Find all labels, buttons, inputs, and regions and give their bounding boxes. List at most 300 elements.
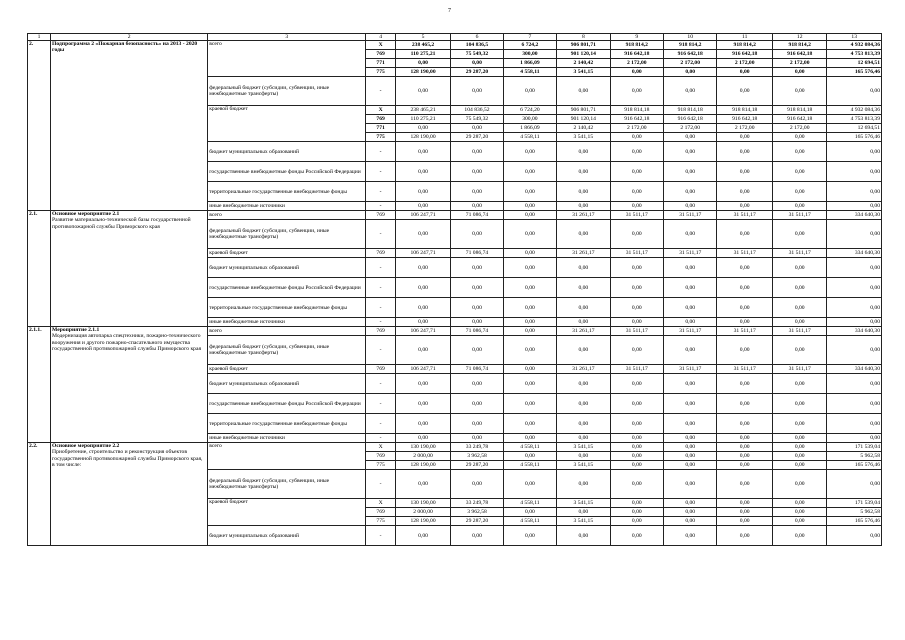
value-cell: 0,00 xyxy=(664,133,717,142)
value-cell: 0,00 xyxy=(610,508,663,517)
value-cell: 0,00 xyxy=(827,414,882,434)
value-cell: 0,00 xyxy=(772,461,826,470)
section-number: 2. xyxy=(28,41,51,211)
value-cell: 130 190,00 xyxy=(395,443,451,452)
value-cell: 0,00 xyxy=(451,202,503,211)
value-cell: 4 932 084,36 xyxy=(827,41,882,50)
value-cell: 0,00 xyxy=(664,202,717,211)
value-cell: 334 640,30 xyxy=(827,365,882,374)
code-cell: - xyxy=(366,394,395,414)
value-cell: 75 549,32 xyxy=(451,115,503,124)
value-cell: 0,00 xyxy=(717,414,773,434)
code-cell: - xyxy=(366,470,395,499)
value-cell: 0,00 xyxy=(610,77,663,106)
column-number-4: 4 xyxy=(366,34,395,41)
value-cell: 0,00 xyxy=(451,336,503,365)
column-number-12: 12 xyxy=(772,34,826,41)
value-cell: 0,00 xyxy=(610,499,663,508)
code-cell: 775 xyxy=(366,461,395,470)
value-cell: 0,00 xyxy=(664,298,717,318)
value-cell: 0,00 xyxy=(717,220,773,249)
value-cell: 0,00 xyxy=(827,298,882,318)
code-cell: 769 xyxy=(366,327,395,336)
value-cell: 0,00 xyxy=(451,318,503,327)
code-cell: 769 xyxy=(366,115,395,124)
funding-source: краевой бюджет xyxy=(208,365,366,374)
value-cell: 31 511,17 xyxy=(664,327,717,336)
value-cell: 0,00 xyxy=(451,142,503,162)
value-cell: 2 172,00 xyxy=(664,124,717,133)
value-cell: 918 814,2 xyxy=(664,41,717,50)
value-cell: 0,00 xyxy=(395,414,451,434)
value-cell: 0,00 xyxy=(772,77,826,106)
value-cell: 0,00 xyxy=(827,278,882,298)
value-cell: 0,00 xyxy=(772,202,826,211)
value-cell: 0,00 xyxy=(772,434,826,443)
value-cell: 0,00 xyxy=(395,298,451,318)
code-cell: 775 xyxy=(366,133,395,142)
funding-source: иные внебюджетные источники xyxy=(208,202,366,211)
value-cell: 2 140,42 xyxy=(557,59,610,68)
budget-table xyxy=(27,33,882,546)
page-number: 7 xyxy=(448,8,451,14)
value-cell: 0,00 xyxy=(557,394,610,414)
column-number-3: 3 xyxy=(208,34,366,41)
value-cell: 0,00 xyxy=(610,182,663,202)
value-cell: 0,00 xyxy=(827,374,882,394)
value-cell: 0,00 xyxy=(395,142,451,162)
value-cell: 0,00 xyxy=(503,258,556,278)
code-cell: 769 xyxy=(366,50,395,59)
value-cell: 130 190,00 xyxy=(395,499,451,508)
value-cell: 0,00 xyxy=(717,162,773,182)
value-cell: 31 511,17 xyxy=(610,211,663,220)
value-cell: 0,00 xyxy=(717,68,773,77)
value-cell: 75 549,32 xyxy=(451,50,503,59)
value-cell: 165 576,46 xyxy=(827,68,882,77)
value-cell: 0,00 xyxy=(717,461,773,470)
section-title-heading: Основное мероприятие 2.1 xyxy=(52,211,120,218)
value-cell: 0,00 xyxy=(772,470,826,499)
value-cell: 0,00 xyxy=(557,318,610,327)
funding-source: государственные внебюджетные фонды Российской Федерации xyxy=(208,162,366,182)
section-title xyxy=(51,211,208,327)
value-cell: 300,00 xyxy=(503,50,556,59)
funding-source: иные внебюджетные источники xyxy=(208,318,366,327)
column-number-1: 1 xyxy=(28,34,51,41)
value-cell: 0,00 xyxy=(451,124,503,133)
value-cell: 0,00 xyxy=(610,68,663,77)
value-cell: 238 465,21 xyxy=(395,106,451,115)
value-cell: 3 962,58 xyxy=(451,452,503,461)
value-cell: 110 275,21 xyxy=(395,50,451,59)
code-cell: 771 xyxy=(366,124,395,133)
code-cell: 771 xyxy=(366,59,395,68)
value-cell: 0,00 xyxy=(451,434,503,443)
column-number-9: 9 xyxy=(610,34,663,41)
code-cell: - xyxy=(366,182,395,202)
value-cell: 0,00 xyxy=(451,258,503,278)
value-cell: 0,00 xyxy=(610,298,663,318)
value-cell: 1 866,09 xyxy=(503,124,556,133)
value-cell: 31 261,17 xyxy=(557,365,610,374)
value-cell: 0,00 xyxy=(610,202,663,211)
value-cell: 31 511,17 xyxy=(717,327,773,336)
value-cell: 0,00 xyxy=(717,470,773,499)
value-cell: 0,00 xyxy=(395,278,451,298)
funding-source: иные внебюджетные источники xyxy=(208,434,366,443)
funding-source: территориальные государственные внебюджетные фонды xyxy=(208,298,366,318)
value-cell: 2 172,00 xyxy=(610,124,663,133)
value-cell: 0,00 xyxy=(557,470,610,499)
value-cell: 0,00 xyxy=(772,517,826,526)
value-cell: 0,00 xyxy=(503,298,556,318)
funding-source: краевой бюджет xyxy=(208,249,366,258)
value-cell: 0,00 xyxy=(503,470,556,499)
funding-source: федеральный бюджет (субсидии, субвенции, иные межбюджетные трансферты) xyxy=(208,220,366,249)
table-row xyxy=(28,327,882,336)
value-cell: 0,00 xyxy=(664,470,717,499)
column-number-5: 5 xyxy=(395,34,451,41)
value-cell: 916 642,18 xyxy=(717,115,773,124)
value-cell: 0,00 xyxy=(503,434,556,443)
value-cell: 4 558,11 xyxy=(503,68,556,77)
value-cell: 0,00 xyxy=(610,434,663,443)
value-cell: 0,00 xyxy=(557,142,610,162)
value-cell: 0,00 xyxy=(395,336,451,365)
value-cell: 0,00 xyxy=(395,434,451,443)
value-cell: 31 511,17 xyxy=(717,249,773,258)
value-cell: 29 287,20 xyxy=(451,133,503,142)
value-cell: 3 541,15 xyxy=(557,133,610,142)
value-cell: 31 511,17 xyxy=(772,249,826,258)
value-cell: 0,00 xyxy=(503,526,556,546)
value-cell: 71 086,74 xyxy=(451,327,503,336)
funding-source: бюджет муниципальных образований xyxy=(208,142,366,162)
section-title-description: Развитие материально-технической базы государственной противопожарной службы Приморского края xyxy=(52,217,191,230)
value-cell: 0,00 xyxy=(503,142,556,162)
value-cell: 6 724,2 xyxy=(503,41,556,50)
value-cell: 918 814,18 xyxy=(717,106,773,115)
value-cell: 0,00 xyxy=(503,77,556,106)
value-cell: 0,00 xyxy=(395,162,451,182)
value-cell: 0,00 xyxy=(827,394,882,414)
value-cell: 0,00 xyxy=(610,278,663,298)
value-cell: 0,00 xyxy=(503,318,556,327)
code-cell: - xyxy=(366,298,395,318)
value-cell: 2 172,00 xyxy=(717,124,773,133)
funding-source: краевой бюджет xyxy=(208,499,366,526)
value-cell: 31 511,17 xyxy=(664,249,717,258)
value-cell: 2 172,00 xyxy=(717,59,773,68)
value-cell: 0,00 xyxy=(827,434,882,443)
value-cell: 0,00 xyxy=(772,526,826,546)
funding-source: федеральный бюджет (субсидии, субвенции, иные межбюджетные трансферты) xyxy=(208,336,366,365)
value-cell: 0,00 xyxy=(772,374,826,394)
value-cell: 0,00 xyxy=(827,318,882,327)
value-cell: 0,00 xyxy=(664,182,717,202)
value-cell: 0,00 xyxy=(451,182,503,202)
code-cell: 769 xyxy=(366,452,395,461)
value-cell: 0,00 xyxy=(827,470,882,499)
value-cell: 0,00 xyxy=(610,336,663,365)
value-cell: 110 275,21 xyxy=(395,115,451,124)
funding-source: федеральный бюджет (субсидии, субвенции, иные межбюджетные трансферты) xyxy=(208,470,366,499)
value-cell: 0,00 xyxy=(395,258,451,278)
value-cell: 0,00 xyxy=(664,220,717,249)
value-cell: 4 558,11 xyxy=(503,517,556,526)
funding-source: всего xyxy=(208,41,366,77)
value-cell: 0,00 xyxy=(664,526,717,546)
value-cell: 0,00 xyxy=(557,298,610,318)
value-cell: 31 511,17 xyxy=(664,211,717,220)
value-cell: 0,00 xyxy=(610,374,663,394)
value-cell: 0,00 xyxy=(772,336,826,365)
value-cell: 31 511,17 xyxy=(664,365,717,374)
value-cell: 0,00 xyxy=(827,142,882,162)
funding-source: федеральный бюджет (субсидии, субвенции, иные межбюджетные трансферты) xyxy=(208,77,366,106)
value-cell: 12 694,51 xyxy=(827,124,882,133)
value-cell: 29 287,20 xyxy=(451,517,503,526)
value-cell: 0,00 xyxy=(717,336,773,365)
value-cell: 165 576,46 xyxy=(827,461,882,470)
value-cell: 0,00 xyxy=(772,443,826,452)
value-cell: 918 814,2 xyxy=(772,41,826,50)
value-cell: 0,00 xyxy=(557,258,610,278)
value-cell: 31 261,17 xyxy=(557,249,610,258)
value-cell: 2 172,00 xyxy=(772,124,826,133)
section-title-description: Приобретение, строительство и реконструкция объектов государственной противопожарной службы Приморского края, в том числе: xyxy=(52,449,203,468)
table-body xyxy=(28,34,882,546)
value-cell: 2 172,00 xyxy=(664,59,717,68)
value-cell: 0,00 xyxy=(717,298,773,318)
value-cell: 0,00 xyxy=(717,318,773,327)
value-cell: 0,00 xyxy=(503,336,556,365)
value-cell: 0,00 xyxy=(395,374,451,394)
value-cell: 0,00 xyxy=(503,374,556,394)
value-cell: 916 642,18 xyxy=(610,115,663,124)
column-number-6: 6 xyxy=(451,34,503,41)
value-cell: 0,00 xyxy=(503,327,556,336)
value-cell: 31 261,17 xyxy=(557,327,610,336)
column-number-2: 2 xyxy=(51,34,208,41)
value-cell: 0,00 xyxy=(503,202,556,211)
value-cell: 918 814,18 xyxy=(610,106,663,115)
value-cell: 0,00 xyxy=(503,182,556,202)
value-cell: 71 086,74 xyxy=(451,249,503,258)
value-cell: 916 642,18 xyxy=(664,115,717,124)
value-cell: 128 190,00 xyxy=(395,461,451,470)
value-cell: 0,00 xyxy=(557,508,610,517)
value-cell: 2 000,00 xyxy=(395,508,451,517)
value-cell: 0,00 xyxy=(503,162,556,182)
value-cell: 0,00 xyxy=(395,77,451,106)
code-cell: 769 xyxy=(366,508,395,517)
value-cell: 31 511,17 xyxy=(717,211,773,220)
value-cell: 0,00 xyxy=(395,59,451,68)
value-cell: 0,00 xyxy=(451,414,503,434)
value-cell: 0,00 xyxy=(610,258,663,278)
value-cell: 29 287,20 xyxy=(451,461,503,470)
value-cell: 901 120,14 xyxy=(557,50,610,59)
value-cell: 916 642,18 xyxy=(610,50,663,59)
value-cell: 0,00 xyxy=(664,162,717,182)
value-cell: 0,00 xyxy=(395,202,451,211)
value-cell: 0,00 xyxy=(772,508,826,517)
value-cell: 0,00 xyxy=(395,526,451,546)
value-cell: 31 511,17 xyxy=(610,249,663,258)
value-cell: 0,00 xyxy=(503,220,556,249)
value-cell: 0,00 xyxy=(395,124,451,133)
section-title: Подпрограмма 2 «Пожарная безопасность» на 2013 - 2020 годы xyxy=(51,41,208,211)
value-cell: 3 541,15 xyxy=(557,499,610,508)
value-cell: 106 247,71 xyxy=(395,327,451,336)
value-cell: 0,00 xyxy=(451,77,503,106)
value-cell: 71 086,74 xyxy=(451,211,503,220)
table-row xyxy=(28,41,882,50)
value-cell: 0,00 xyxy=(451,470,503,499)
value-cell: 0,00 xyxy=(451,220,503,249)
value-cell: 0,00 xyxy=(557,434,610,443)
value-cell: 0,00 xyxy=(664,508,717,517)
value-cell: 1 866,09 xyxy=(503,59,556,68)
value-cell: 0,00 xyxy=(610,452,663,461)
funding-source: бюджет муниципальных образований xyxy=(208,526,366,546)
value-cell: 0,00 xyxy=(772,182,826,202)
value-cell: 0,00 xyxy=(610,461,663,470)
value-cell: 0,00 xyxy=(610,470,663,499)
value-cell: 5 962,58 xyxy=(827,452,882,461)
funding-source: бюджет муниципальных образований xyxy=(208,374,366,394)
value-cell: 0,00 xyxy=(717,278,773,298)
value-cell: 0,00 xyxy=(664,318,717,327)
value-cell: 31 511,17 xyxy=(717,365,773,374)
value-cell: 165 576,46 xyxy=(827,517,882,526)
column-number-11: 11 xyxy=(717,34,773,41)
value-cell: 0,00 xyxy=(664,336,717,365)
value-cell: 0,00 xyxy=(772,452,826,461)
value-cell: 0,00 xyxy=(451,298,503,318)
value-cell: 0,00 xyxy=(827,220,882,249)
value-cell: 31 511,17 xyxy=(772,211,826,220)
value-cell: 334 640,30 xyxy=(827,249,882,258)
value-cell: 0,00 xyxy=(610,526,663,546)
value-cell: 0,00 xyxy=(610,162,663,182)
value-cell: 165 576,46 xyxy=(827,133,882,142)
value-cell: 0,00 xyxy=(503,452,556,461)
section-title-heading: Мероприятие 2.1.1 xyxy=(52,327,100,334)
funding-source: бюджет муниципальных образований xyxy=(208,258,366,278)
value-cell: 31 261,17 xyxy=(557,211,610,220)
value-cell: 0,00 xyxy=(772,394,826,414)
value-cell: 171 539,04 xyxy=(827,499,882,508)
column-number-row xyxy=(28,34,882,41)
value-cell: 12 694,51 xyxy=(827,59,882,68)
value-cell: 4 558,11 xyxy=(503,499,556,508)
value-cell: 2 000,00 xyxy=(395,452,451,461)
code-cell: - xyxy=(366,142,395,162)
value-cell: 4 753 813,39 xyxy=(827,115,882,124)
value-cell: 31 511,17 xyxy=(772,365,826,374)
code-cell: - xyxy=(366,278,395,298)
value-cell: 33 249,78 xyxy=(451,499,503,508)
value-cell: 106 247,71 xyxy=(395,365,451,374)
value-cell: 0,00 xyxy=(451,374,503,394)
funding-source: государственные внебюджетные фонды Российской Федерации xyxy=(208,278,366,298)
value-cell: 0,00 xyxy=(717,133,773,142)
value-cell: 4 753 813,39 xyxy=(827,50,882,59)
value-cell: 104 836,52 xyxy=(451,106,503,115)
value-cell: 0,00 xyxy=(664,77,717,106)
value-cell: 0,00 xyxy=(557,452,610,461)
value-cell: 0,00 xyxy=(827,77,882,106)
value-cell: 334 640,30 xyxy=(827,327,882,336)
funding-source: территориальные государственные внебюджетные фонды xyxy=(208,414,366,434)
value-cell: 3 541,15 xyxy=(557,517,610,526)
value-cell: 128 190,00 xyxy=(395,517,451,526)
value-cell: 4 558,11 xyxy=(503,461,556,470)
value-cell: 0,00 xyxy=(717,434,773,443)
value-cell: 0,00 xyxy=(557,278,610,298)
value-cell: 4 932 084,36 xyxy=(827,106,882,115)
value-cell: 0,00 xyxy=(772,133,826,142)
section-title-heading: Основное мероприятие 2.2 xyxy=(52,443,120,450)
value-cell: 0,00 xyxy=(717,77,773,106)
funding-source: краевой бюджет xyxy=(208,106,366,142)
value-cell: 918 814,18 xyxy=(772,106,826,115)
table-row xyxy=(28,211,882,220)
code-cell: - xyxy=(366,77,395,106)
value-cell: 0,00 xyxy=(503,414,556,434)
value-cell: 0,00 xyxy=(717,499,773,508)
value-cell: 238 465,2 xyxy=(395,41,451,50)
value-cell: 0,00 xyxy=(664,461,717,470)
value-cell: 104 836,5 xyxy=(451,41,503,50)
value-cell: 0,00 xyxy=(772,414,826,434)
value-cell: 0,00 xyxy=(503,278,556,298)
value-cell: 0,00 xyxy=(451,278,503,298)
value-cell: 0,00 xyxy=(717,517,773,526)
code-cell: - xyxy=(366,526,395,546)
value-cell: 906 801,71 xyxy=(557,106,610,115)
value-cell: 128 190,00 xyxy=(395,68,451,77)
value-cell: 0,00 xyxy=(451,59,503,68)
value-cell: 916 642,18 xyxy=(772,50,826,59)
value-cell: 2 140,42 xyxy=(557,124,610,133)
funding-source: государственные внебюджетные фонды Российской Федерации xyxy=(208,394,366,414)
table-row xyxy=(28,443,882,452)
code-cell: X xyxy=(366,106,395,115)
code-cell: - xyxy=(366,258,395,278)
value-cell: 906 801,71 xyxy=(557,41,610,50)
value-cell: 0,00 xyxy=(717,142,773,162)
value-cell: 3 541,15 xyxy=(557,461,610,470)
section-title-description: Модернизация автопарка спецтехники, пожарно-технического вооружения и другого пожарно-спасательного имущества государственной противопожарной службы Приморского края xyxy=(52,333,202,352)
value-cell: 0,00 xyxy=(664,434,717,443)
value-cell: 0,00 xyxy=(664,443,717,452)
value-cell: 0,00 xyxy=(772,318,826,327)
value-cell: 0,00 xyxy=(451,162,503,182)
code-cell: - xyxy=(366,162,395,182)
value-cell: 0,00 xyxy=(395,470,451,499)
code-cell: X xyxy=(366,41,395,50)
value-cell: 0,00 xyxy=(557,77,610,106)
value-cell: 0,00 xyxy=(772,162,826,182)
value-cell: 918 814,18 xyxy=(664,106,717,115)
value-cell: 916 642,18 xyxy=(717,50,773,59)
value-cell: 0,00 xyxy=(664,68,717,77)
column-number-13: 13 xyxy=(827,34,882,41)
